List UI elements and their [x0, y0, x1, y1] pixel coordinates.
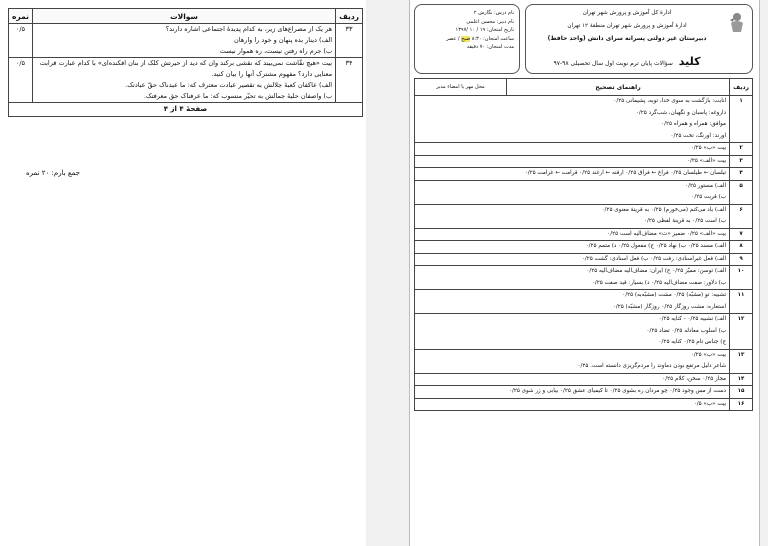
- info-teacher: نام دبیر: محسن اعلمی: [466, 18, 514, 25]
- answer-number: ۱۳: [730, 349, 753, 373]
- answer-line: ج) جناس تام ۰/۲۵ کنایه ۰/۲۵: [658, 339, 727, 345]
- questions-table: [8, 8, 363, 117]
- answer-number: ۲: [730, 143, 753, 156]
- answer-line: تشبیه: تو (مشبّه) ۰/۲۵ مشت (مشبّه‌به) ۰/۲۵: [622, 292, 727, 298]
- answer-number: ۸: [730, 241, 753, 254]
- answer-guide: [415, 314, 730, 350]
- total-score: جمع بارم: ۲۰ نمره: [26, 169, 80, 177]
- page-footer: صفحهٔ ۴ از ۴: [9, 103, 363, 117]
- exam-title: سؤالات پایان ترم نوبت اول سال تحصیلی ۹۸-۹۷: [553, 60, 673, 67]
- org-line-2: ادارهٔ آموزش و پرورش شهر تهران منطقهٔ ۱۲ تهران: [567, 23, 687, 29]
- org-line-1: ادارهٔ کل آموزش و پرورش شهر تهران: [582, 10, 672, 16]
- question-line: هر یک از مصراع‌های زیر، به کدام پدیدهٔ اجتماعی اشاره دارند؟: [165, 25, 333, 33]
- info-subject: نام درس: نگارش ۲: [473, 10, 514, 16]
- question-line: ب) جرم راه رفتن نیست، ره هموار نیست: [219, 47, 333, 55]
- answer-number: ۵: [730, 180, 753, 204]
- answer-row: [415, 398, 753, 411]
- answer-number: ۶: [730, 204, 753, 228]
- exam-header: [414, 4, 753, 76]
- answer-line: تیلسان ← طیلسان ۰/۲۵ فراغ ← فراق ۰/۲۵ ارقنه ← ارغند ۰/۲۵ قرامت ← غرامت ۰/۲۵: [524, 170, 727, 176]
- answer-row: [415, 168, 753, 181]
- answer-row: [415, 253, 753, 266]
- answer-line: دست از مس وجود ۰/۲۵ چو مردان ره بشوی ۰/۲۵ تا کیمیای عشق ۰/۲۵ بیابی و زر شوی ۰/۲۵: [508, 388, 727, 394]
- col-header-signature: محل مهر یا امضاء مدیر: [415, 79, 507, 96]
- question-row: [9, 58, 363, 103]
- question-line: الف) عاکفان کعبهٔ جلالش به تقصیر عبادت معترف که: ما عبدناک حقّ عبادتک.: [125, 81, 333, 89]
- answer-guide: [415, 228, 730, 241]
- answer-line: ب) دلاور: صفت مضاف‌الیه ۰/۲۵ د) بسیار: قید صفت ۰/۲۵: [591, 279, 727, 286]
- answer-row: [415, 143, 753, 156]
- col-header-questions: سوالات: [32, 9, 335, 24]
- answer-guide: [415, 349, 730, 373]
- answer-guide: [415, 386, 730, 399]
- answer-guide: [415, 266, 730, 290]
- answer-line: موافق: همراه و همراه ۰/۲۵: [661, 121, 727, 127]
- answer-line: الف) مسند ۰/۲۵ ب) نهاد ۰/۲۵ ج) مفعول ۰/۲۵ د) متمم ۰/۲۵: [585, 243, 727, 249]
- answer-guide: [415, 168, 730, 181]
- answer-line: شاعر دلیل مرتفع بودن دماوند را مردم‌گریزی دانسته است. ۰/۲۵: [577, 363, 727, 369]
- answer-number: ۱۴: [730, 373, 753, 386]
- answer-guide: [415, 204, 730, 228]
- answer-guide: [415, 180, 730, 204]
- answer-guide: [415, 96, 730, 143]
- answer-line: استعاره: مشت روزگار ۰/۲۵ روزگار (مشبّه) ۰/۲۵: [612, 303, 727, 310]
- key-label: کلید: [678, 55, 701, 68]
- school-name: دبیرستان غیر دولتی پسرانه سرای دانش (واحد حافظ): [547, 35, 707, 42]
- answer-guide: [415, 253, 730, 266]
- col-header-row: ردیف: [730, 79, 753, 96]
- info-date: تاریخ امتحان: ۱۹ / ۱۰ /۱۳۹۷: [455, 27, 514, 33]
- answer-number: ۴: [730, 168, 753, 181]
- answer-row: [415, 204, 753, 228]
- answer-guide: [415, 398, 730, 411]
- answer-line: الف) تشبیه ۰/۲۵ - کنایه ۰/۲۵: [658, 316, 727, 322]
- answer-guide: [415, 290, 730, 314]
- answer-guide: [415, 373, 730, 386]
- exam-title-line: [526, 55, 728, 68]
- question-text: [32, 58, 335, 103]
- question-line: معنایی دارد؟ مفهوم مشترک آنها را بیان کنید.: [211, 70, 333, 78]
- answer-line: اورند: اورنگ، تخت ۰/۲۵: [670, 132, 727, 139]
- answer-line: داروغه: پاسبان و نگهبان، شب‌گرد ۰/۲۵: [635, 109, 727, 116]
- answer-key-page: [409, 0, 760, 546]
- answer-number: ۱۵: [730, 386, 753, 399]
- answer-line: بیت «ب» ۰/۲۵: [690, 351, 727, 358]
- ministry-logo-icon: [728, 11, 746, 33]
- answer-row: [415, 228, 753, 241]
- info-time: ساعت امتحان: ۸:۳۰ صبح / عصر: [446, 35, 514, 42]
- answer-line: الف) یاد می‌کنم (می‌خورم) ۰/۲۵ به قرینهٔ معنوی ۰/۲۵: [601, 206, 727, 213]
- answer-line: ب) است ۰/۲۵ به قرینهٔ لفظی ۰/۲۵: [644, 218, 727, 224]
- answer-row: [415, 314, 753, 350]
- answer-row: [415, 386, 753, 399]
- exam-info-box: [414, 4, 520, 74]
- answer-line: الف) مستور ۰/۲۵: [685, 182, 727, 189]
- answer-line: مجاز ۰/۲۵ سخن، کلام ۰/۲۵: [662, 375, 727, 382]
- answer-row: [415, 241, 753, 254]
- col-header-guide: راهنمای تصحیح: [507, 79, 730, 96]
- answer-number: ۱۲: [730, 314, 753, 350]
- answer-line: الف) فعل غیراسنادی: رفت ۰/۲۵ ب) فعل اسنادی: گشت ۰/۲۵: [581, 255, 727, 262]
- answer-key-table: [414, 78, 753, 411]
- answer-number: ۱۶: [730, 398, 753, 411]
- answer-line: ب) قربت ۰/۲۵: [691, 194, 727, 200]
- answer-number: ۱: [730, 96, 753, 143]
- answer-row: [415, 266, 753, 290]
- question-number: ۳۴: [336, 58, 363, 103]
- question-text: [32, 24, 335, 58]
- answer-number: ۹: [730, 253, 753, 266]
- answer-line: الف) توسن: ممیّز ۰/۲۵ ج) ایران: مضاف‌الیه مضاف‌الیه ۰/۲۵: [586, 268, 727, 274]
- answer-number: ۳: [730, 155, 753, 168]
- answer-row: [415, 96, 753, 143]
- col-header-num: ردیف: [336, 9, 363, 24]
- answer-line: بیت «الف» ۰/۲۵: [686, 157, 727, 164]
- answer-line: ب) اسلوب معادله ۰/۲۵ تضاد ۰/۲۵: [646, 327, 727, 334]
- answer-guide: [415, 155, 730, 168]
- answer-line: انابت: بازگشت به سوی خدا، توبه، پشیمانی ۰/۲۵: [613, 98, 727, 104]
- answer-number: ۷: [730, 228, 753, 241]
- answer-number: ۱۱: [730, 290, 753, 314]
- answer-row: [415, 373, 753, 386]
- question-number: ۳۳: [336, 24, 363, 58]
- answer-row: [415, 155, 753, 168]
- question-line: ب) واصفان حلیهٔ جمالش به تحیّر منسوب که: ما عرفناک حق معرفتک.: [143, 92, 333, 100]
- answer-line: بیت «الف» ۰/۲۵ ضمیر «ت» مضاف‌الیه است ۰/۲۵: [607, 230, 727, 237]
- question-line: الف) دینار بده پنهان و خود را وارهان: [234, 36, 333, 44]
- col-header-score: نمره: [9, 9, 33, 24]
- organization-box: [525, 4, 753, 74]
- answer-guide: [415, 241, 730, 254]
- info-duration: مدت امتحان: ۷۰ دقیقه: [466, 44, 514, 50]
- answer-number: ۱۰: [730, 266, 753, 290]
- answer-row: [415, 290, 753, 314]
- answer-row: [415, 180, 753, 204]
- answer-line: بیت «ب» ۰/۵: [693, 400, 727, 407]
- page-gutter: [366, 0, 409, 546]
- answer-row: [415, 349, 753, 373]
- question-line: بیت «هیچ نقّاشت نمی‌بیند که نقشی برکند وان که دید از حیرتش کلک از بنان افکنده‌ای» با کدام عبارت قرابت: [39, 59, 333, 67]
- exam-page-4: [0, 0, 366, 546]
- question-score: ۰/۵: [9, 58, 33, 103]
- question-score: ۰/۵: [9, 24, 33, 58]
- answer-guide: [415, 143, 730, 156]
- question-row: [9, 24, 363, 58]
- answer-line: بیت «ب» ۰/۲۵: [690, 145, 727, 151]
